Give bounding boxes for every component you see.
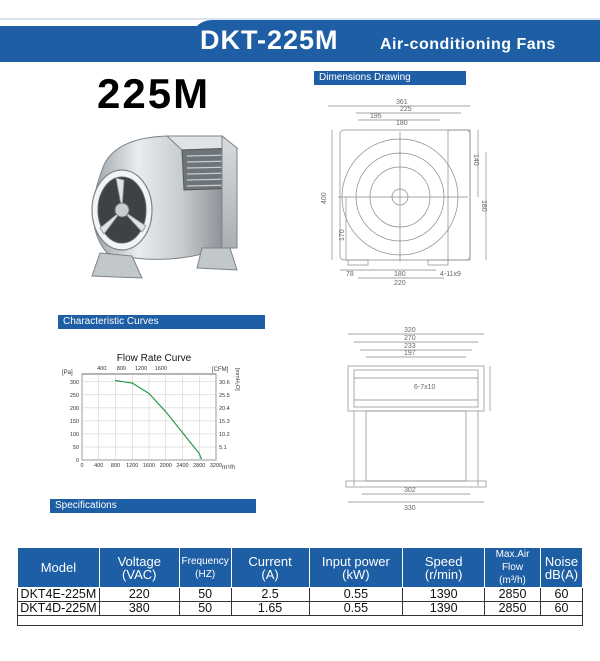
right-tick-label: 15.3	[219, 418, 230, 425]
x-tick-label: 1200	[126, 463, 139, 469]
header-cell: Current (A)	[231, 548, 309, 588]
flow-curve-point	[199, 453, 200, 454]
x-tick-label: 2000	[159, 463, 172, 469]
table-cell: 60	[540, 602, 582, 616]
right-tick-label: 5.1	[219, 444, 227, 451]
x-tick-label: 1600	[142, 463, 156, 469]
chart-grid	[82, 374, 216, 460]
header-cell: Noise dB(A)	[540, 548, 582, 588]
table-cell: 2850	[485, 602, 541, 616]
flow-rate-chart	[56, 350, 252, 474]
right-tick-label: 25.5	[219, 392, 230, 399]
table-cell: 220	[99, 588, 179, 602]
dim-width-2: 195	[370, 113, 382, 120]
side-width-0: 320	[404, 327, 416, 334]
table-cell: 1390	[403, 602, 485, 616]
dim-left-1: 170	[339, 229, 346, 241]
flow-curve-point	[148, 393, 149, 394]
y-tick-label: 0	[75, 458, 79, 464]
top-tick-label: 1600	[154, 366, 167, 372]
top-tick-label: 400	[97, 366, 107, 372]
page-header	[0, 0, 600, 64]
chart-xlabel: m³/h	[222, 464, 235, 471]
chart-ylabel: [Pa]	[62, 370, 73, 376]
dim-bottom-1: 180	[394, 271, 406, 278]
table-cell: 50	[179, 588, 231, 602]
spec-table-header	[18, 548, 583, 588]
y-tick-label: 50	[72, 444, 79, 451]
section-label-dimensions: Dimensions Drawing	[314, 71, 466, 85]
x-tick-label: 400	[94, 463, 104, 469]
table-cell: 0.55	[309, 588, 403, 602]
right-tick-label: 30.6	[219, 379, 230, 386]
y-tick-label: 300	[69, 379, 79, 386]
flow-curve-point	[190, 442, 191, 443]
dim-right-0: 140	[472, 154, 479, 166]
header-cell: Input power (kW)	[309, 548, 403, 588]
side-bottom-0: 302	[404, 487, 416, 494]
table-cell: 0.55	[309, 602, 403, 616]
side-width-3: 197	[404, 350, 416, 357]
table-row	[18, 588, 583, 602]
side-hole-label: 6-7x10	[414, 384, 436, 391]
y-tick-label: 150	[69, 418, 79, 425]
table-cell: 380	[99, 602, 179, 616]
spec-table-wrapper	[17, 547, 583, 616]
dim-width-1: 225	[400, 106, 412, 113]
table-cell: 1.65	[231, 602, 309, 616]
dimensions-drawing-top	[318, 92, 498, 292]
x-tick-label: 2800	[193, 463, 206, 469]
dim-width-0: 361	[396, 99, 408, 106]
header-cell: Max.Air Flow (m³/h)	[485, 548, 541, 588]
spec-table	[17, 547, 583, 616]
side-bottom-1: 330	[404, 505, 416, 512]
table-cell: 2850	[485, 588, 541, 602]
top-tick-label: 800	[116, 366, 127, 372]
x-tick-label: 2400	[176, 463, 189, 469]
x-tick-label: 0	[80, 463, 84, 469]
fan-product-image	[72, 128, 252, 298]
dim-bottom-2: 220	[394, 280, 406, 287]
header-cell: Frequency (HZ)	[179, 548, 231, 588]
dim-left-0: 400	[321, 192, 328, 204]
dim-width-3: 180	[396, 120, 408, 127]
flow-curve-point	[115, 380, 116, 381]
table-cell: 50	[179, 602, 231, 616]
y-tick-label: 200	[69, 405, 79, 412]
header-subtitle: Air-conditioning Fans	[380, 36, 556, 53]
chart-top-axis-label: [CFM]	[212, 367, 229, 373]
side-width-1: 270	[404, 335, 416, 342]
y-tick-label: 100	[69, 431, 79, 438]
dimensions-drawing-side	[332, 326, 502, 512]
header-cell: Speed (r/min)	[403, 548, 485, 588]
table-footer-space	[17, 614, 583, 626]
table-cell: DKT4D-225M	[18, 602, 100, 616]
chart-right-axis-label: [mmH₂O]	[234, 368, 240, 391]
top-tick-label: 1200	[134, 366, 148, 372]
header-cell: Voltage (VAC)	[99, 548, 179, 588]
model-title: DKT-225M	[200, 25, 339, 55]
flow-curve-point	[132, 383, 133, 384]
x-tick-label: 3200	[209, 463, 223, 469]
section-label-curves: Characteristic Curves	[58, 315, 265, 329]
chart-series	[115, 380, 202, 459]
product-model-label: 225M	[97, 70, 211, 117]
section-label-specifications: Specifications	[50, 499, 256, 513]
chart-title: Flow Rate Curve	[116, 353, 192, 364]
side-width-2: 233	[404, 343, 416, 350]
chart-ticks	[70, 366, 230, 469]
dim-right-1: 180	[480, 200, 487, 212]
table-cell: 60	[540, 588, 582, 602]
dim-bottom-3: 4-11x9	[440, 271, 461, 278]
x-tick-label: 800	[110, 463, 121, 469]
flow-curve-point	[165, 411, 166, 412]
dim-bottom-0: 78	[346, 271, 354, 278]
header-cell: Model	[18, 548, 100, 588]
table-cell: 2.5	[231, 588, 309, 602]
right-tick-label: 20.4	[219, 405, 230, 412]
y-tick-label: 250	[69, 392, 79, 399]
flow-curve-point	[182, 432, 183, 433]
right-tick-label: 10.2	[219, 431, 230, 438]
flow-curve-point	[201, 458, 202, 459]
table-cell: 1390	[403, 588, 485, 602]
table-cell: DKT4E-225M	[18, 588, 100, 602]
